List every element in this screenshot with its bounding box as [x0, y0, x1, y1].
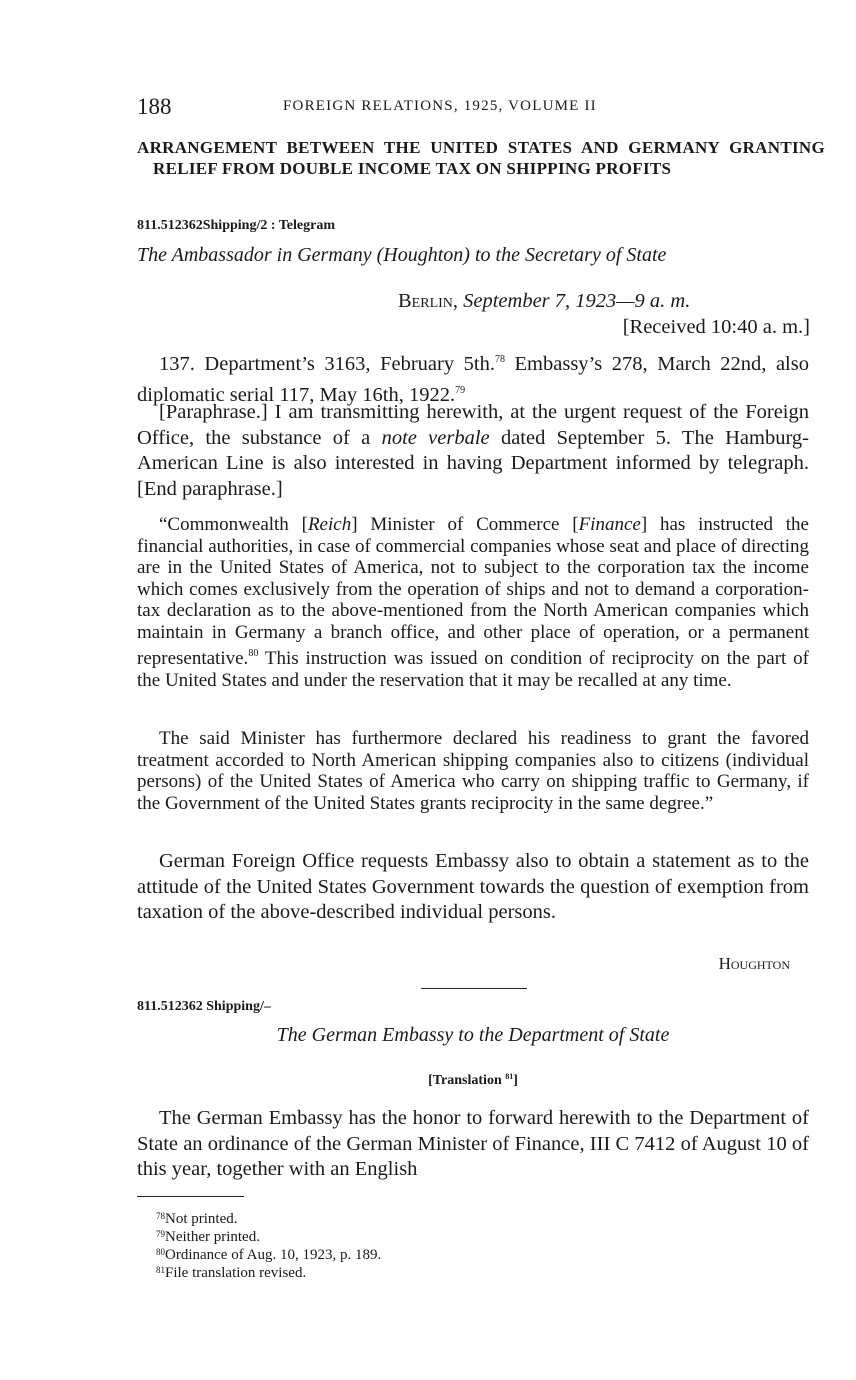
footnote: $^{81}$File translation revised. [156, 1265, 307, 1281]
paragraph: The German Embassy has the honor to forward herewith to the Department of State an ordinance of the German Minister of Finance, III C 7412 of August 10 of this year, together with an English [137, 1107, 809, 1180]
footnote-ref: 80 [248, 648, 259, 659]
date: September 7, 1923—9 a. m. [463, 290, 691, 312]
paragraph: 137. Department’s 3163, February 5th.$^{78}$ Embassy’s 278, March 22nd, also diplomatic serial 117, May 16th, 1922.79 [137, 353, 809, 406]
signature: Houghton [718, 954, 790, 973]
quoted-paragraph: The said Minister has furthermore declared his readiness to grant the favored treatment accorded to North American shipping companies also to citizens (individual persons) of the United States of America who carry on shipping traffic to Germany, if the Government of the United States grants reciprocity in the same degree.” [137, 728, 809, 814]
running-title: FOREIGN RELATIONS, 1925, VOLUME II [283, 98, 597, 114]
paragraph: German Foreign Office requests Embassy also to obtain a statement as to the attitude of the United States Government towards the question of exemption from taxation of the above-described individual persons. [137, 850, 809, 923]
footnote: $^{79}$Neither printed. [156, 1229, 260, 1245]
file-reference: 811.512362 Shipping/– [137, 999, 271, 1014]
author-name: Houghton [383, 244, 464, 266]
dateline [398, 290, 690, 313]
italic-term: note verbale [381, 426, 490, 449]
document-heading: The German Embassy to the Department of State [276, 1024, 670, 1046]
running-header [137, 94, 809, 118]
document-heading: The Ambassador in Germany (Houghton) to the Secretary of State [137, 244, 667, 266]
received-line: [Received 10:40 a. m.] [622, 316, 810, 338]
quoted-paragraph: “Commonwealth [Reich] Minister of Commerce [Finance] has instructed the financial authorities, in case of commercial companies whose seat and place of directing are in the United States of America, not to subject to the corporation tax the income which comes exclusively from the operation of ships and not to demand a corporation-tax declaration as to the above-mentioned from the North American companies which maintain in Germany a branch office, and other place of operation, or a permanent representative.$^{80}$ This instruction was issued on condition of reciprocity on the part of the United States and under the reservation that it may be recalled at any time. [137, 514, 809, 691]
footnote-rule [137, 1196, 244, 1197]
section-title: ARRANGEMENT BETWEEN THE UNITED STATES AND GERMANY GRANTING RELIEF FROM DOUBLE INCOME TAX ON SHIPPING PROFITS [137, 138, 825, 178]
footnote-ref: 79 [455, 384, 466, 396]
separator-rule [421, 988, 527, 989]
file-reference: 811.512362Shipping/2 : Telegram [137, 218, 335, 233]
page-number: 188 [137, 94, 172, 119]
footnote-ref: 81 [505, 1072, 514, 1081]
footnote: $^{78}$Not printed. [156, 1211, 238, 1227]
footnote-ref: 78 [494, 354, 505, 365]
place: Berlin, [398, 290, 459, 312]
translation-label: [Translation $^{81}$] [428, 1072, 518, 1088]
paragraph: [Paraphrase.] I am transmitting herewith, at the urgent request of the Foreign Office, the substance of a note verbale dated September 5. The Hamburg-American Line is also interested in having Department informed by telegraph. [End paraphrase.] [137, 401, 809, 500]
footnote: $^{80}$Ordinance of Aug. 10, 1923, p. 189. [156, 1247, 382, 1263]
